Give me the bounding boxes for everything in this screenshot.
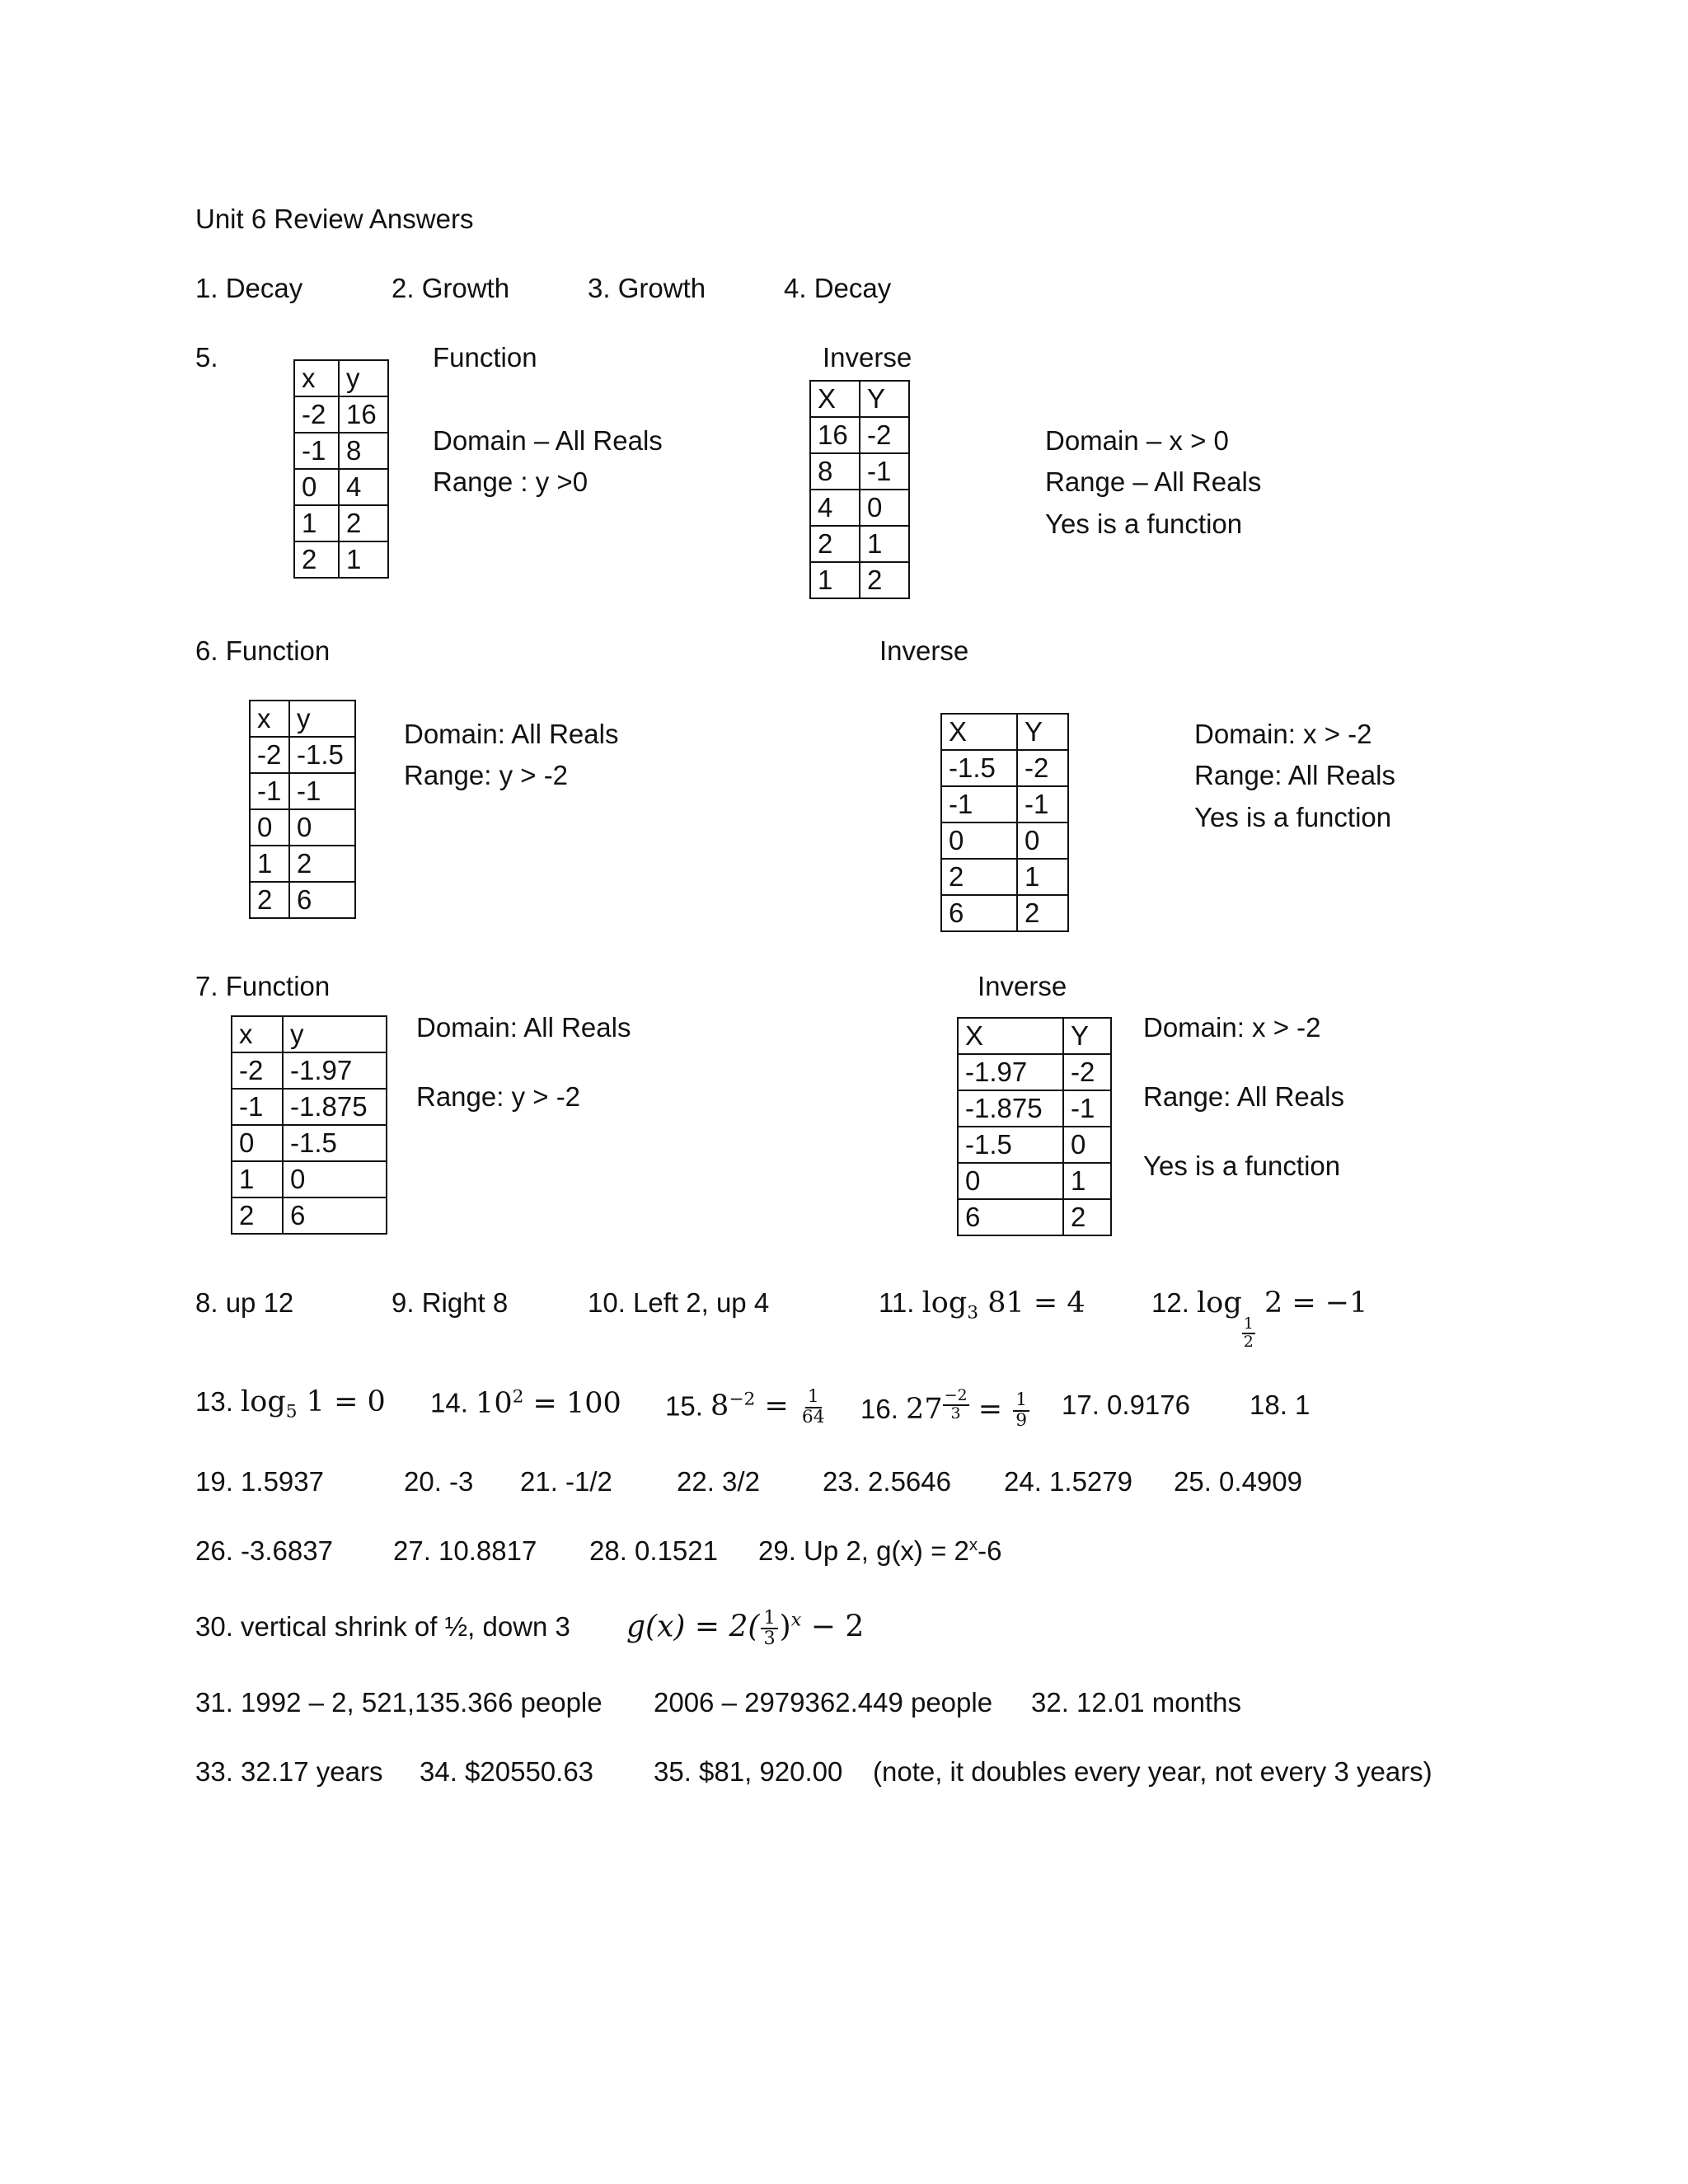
fraction-denominator: 2 xyxy=(1243,1332,1254,1351)
table-cell: x xyxy=(232,1016,283,1052)
table-cell: x xyxy=(250,701,289,737)
answer-10: 10. Left 2, up 4 xyxy=(588,1287,770,1318)
table-cell: 0 xyxy=(289,809,355,846)
q6-inverse-table xyxy=(940,713,1069,932)
table-row xyxy=(941,823,1068,859)
q5-inverse-range: Range – All Reals xyxy=(1045,466,1262,497)
answer-8: 8. up 12 xyxy=(195,1287,294,1318)
table-cell: -2 xyxy=(250,737,289,773)
table-cell: 1 xyxy=(294,505,339,541)
table-cell: x xyxy=(294,360,339,396)
answer-4: 4. Decay xyxy=(784,273,892,303)
answer-30-text: 30. vertical shrink of ½, down 3 xyxy=(195,1611,570,1642)
table-cell: 6 xyxy=(941,895,1017,931)
answer-31-part-a: 31. 1992 – 2, 521,135.366 people xyxy=(195,1687,603,1718)
answer-11-number: 11. xyxy=(879,1287,915,1318)
q5-function-domain: Domain – All Reals xyxy=(433,425,663,456)
table-row xyxy=(250,882,355,918)
q5-function-table xyxy=(293,359,389,579)
q7-inverse-range: Range: All Reals xyxy=(1143,1081,1344,1112)
q7-inverse-table xyxy=(957,1017,1112,1236)
answer-12 xyxy=(1151,1286,1368,1351)
table-cell: -1.875 xyxy=(283,1089,387,1125)
answer-12-number: 12. xyxy=(1151,1287,1189,1318)
table-cell: 6 xyxy=(958,1199,1063,1235)
table-row xyxy=(810,490,909,526)
answer-13-number: 13. xyxy=(195,1386,233,1417)
answer-18: 18. 1 xyxy=(1250,1390,1311,1420)
table-cell: y xyxy=(339,360,388,396)
log-base-fraction xyxy=(1242,1316,1255,1351)
answer-24: 24. 1.5279 xyxy=(1004,1466,1132,1497)
table-cell: y xyxy=(289,701,355,737)
table-row xyxy=(294,541,388,578)
fraction-numerator: 1 xyxy=(1243,1315,1254,1333)
question-7-label: 7. Function xyxy=(195,971,331,1001)
question-6-label: 6. Function xyxy=(195,635,331,666)
power-base: 8 xyxy=(710,1390,729,1423)
fraction-numerator: 1 xyxy=(1013,1391,1029,1412)
table-row xyxy=(810,562,909,598)
table-cell: X xyxy=(810,381,860,417)
formula-lhs: g(x) = 2( xyxy=(626,1610,760,1644)
answer-14-expression: = 100 xyxy=(532,1386,621,1420)
log-label: log xyxy=(1197,1286,1242,1319)
answer-35-note: (note, it doubles every year, not every 3 years) xyxy=(873,1756,1432,1787)
table-cell: 1 xyxy=(860,526,909,562)
table-cell: -1.97 xyxy=(283,1052,387,1089)
answer-30-formula xyxy=(626,1609,864,1649)
fraction-denominator: 9 xyxy=(1015,1409,1028,1431)
table-cell: -2 xyxy=(232,1052,283,1089)
table-row xyxy=(958,1090,1111,1127)
table-cell: 6 xyxy=(289,882,355,918)
table-row xyxy=(232,1125,387,1161)
table-cell: 2 xyxy=(250,882,289,918)
answer-3: 3. Growth xyxy=(588,273,706,303)
table-row xyxy=(250,737,355,773)
table-cell: 8 xyxy=(810,453,860,490)
q5-function-label: Function xyxy=(433,342,537,373)
answer-34: 34. $20550.63 xyxy=(420,1756,594,1787)
table-row xyxy=(232,1052,387,1089)
table-cell: -1.5 xyxy=(958,1127,1063,1163)
table-cell: -1 xyxy=(232,1089,283,1125)
table-cell: -1.875 xyxy=(958,1090,1063,1127)
q5-inverse-domain: Domain – x > 0 xyxy=(1045,425,1229,456)
table-row xyxy=(810,526,909,562)
q6-function-table xyxy=(249,700,356,919)
table-cell: y xyxy=(283,1016,387,1052)
answer-16-number: 16. xyxy=(860,1394,898,1424)
table-cell: 4 xyxy=(339,469,388,505)
power-base: 27 xyxy=(906,1393,943,1426)
q6-inverse-label: Inverse xyxy=(879,635,969,666)
answer-14 xyxy=(430,1388,621,1418)
table-cell: 1 xyxy=(232,1161,283,1197)
table-cell: 16 xyxy=(339,396,388,433)
table-cell: -1 xyxy=(860,453,909,490)
table-cell: 2 xyxy=(1063,1199,1111,1235)
answer-13-expression: 1 = 0 xyxy=(306,1385,386,1418)
table-header-row xyxy=(810,381,909,417)
table-row xyxy=(232,1089,387,1125)
answer-15 xyxy=(665,1388,829,1427)
table-cell: 16 xyxy=(810,417,860,453)
answer-22: 22. 3/2 xyxy=(677,1466,760,1497)
table-cell: -2 xyxy=(1017,750,1068,786)
table-cell: 0 xyxy=(232,1125,283,1161)
table-row xyxy=(810,453,909,490)
answer-27: 27. 10.8817 xyxy=(393,1535,537,1566)
fraction-numerator: −2 xyxy=(944,1386,968,1404)
table-row xyxy=(958,1127,1111,1163)
answer-26: 26. -3.6837 xyxy=(195,1535,333,1566)
q5-inverse-label: Inverse xyxy=(823,342,912,373)
table-cell: 2 xyxy=(860,562,909,598)
table-cell: 6 xyxy=(283,1197,387,1234)
log-label: log xyxy=(241,1385,286,1418)
exponent: x xyxy=(968,1535,978,1554)
table-cell: -2 xyxy=(294,396,339,433)
q7-inverse-function-note: Yes is a function xyxy=(1143,1151,1341,1181)
answer-13 xyxy=(195,1385,386,1422)
answer-35: 35. $81, 920.00 xyxy=(654,1756,843,1787)
answer-19: 19. 1.5937 xyxy=(195,1466,324,1497)
fraction-denominator: 3 xyxy=(950,1404,961,1422)
answer-1: 1. Decay xyxy=(195,273,303,303)
table-cell: Y xyxy=(860,381,909,417)
equals-sign: = xyxy=(978,1393,1003,1426)
q6-function-domain: Domain: All Reals xyxy=(404,719,619,749)
table-cell: Y xyxy=(1063,1018,1111,1054)
q7-inverse-domain: Domain: x > -2 xyxy=(1143,1012,1321,1043)
table-cell: 4 xyxy=(810,490,860,526)
table-cell: 8 xyxy=(339,433,388,469)
table-cell: -1 xyxy=(294,433,339,469)
q7-inverse-label: Inverse xyxy=(978,971,1067,1001)
table-row xyxy=(250,846,355,882)
formula-rest: − 2 xyxy=(801,1610,865,1644)
table-row xyxy=(294,469,388,505)
table-cell: 0 xyxy=(1063,1127,1111,1163)
fraction-denominator: 64 xyxy=(801,1406,825,1427)
power-exponent: −2 xyxy=(729,1389,756,1410)
table-header-row xyxy=(941,714,1068,750)
table-cell: -1.5 xyxy=(283,1125,387,1161)
q6-inverse-range: Range: All Reals xyxy=(1194,760,1395,790)
fraction xyxy=(799,1388,828,1427)
fraction xyxy=(1013,1391,1029,1431)
table-cell: 2 xyxy=(941,859,1017,895)
table-row xyxy=(294,396,388,433)
page-title: Unit 6 Review Answers xyxy=(195,204,474,234)
answer-25: 25. 0.4909 xyxy=(1174,1466,1302,1497)
answer-11-expression: 81 = 4 xyxy=(987,1286,1085,1319)
table-cell: 0 xyxy=(283,1161,387,1197)
table-cell: 1 xyxy=(810,562,860,598)
fraction-denominator: 3 xyxy=(763,1628,776,1650)
table-row xyxy=(941,859,1068,895)
table-row xyxy=(294,505,388,541)
equals-sign: = xyxy=(764,1390,789,1423)
answer-12-expression: 2 = −1 xyxy=(1264,1286,1368,1319)
answer-11 xyxy=(879,1286,1085,1324)
q6-function-range: Range: y > -2 xyxy=(404,760,569,790)
fractional-exponent xyxy=(943,1388,969,1422)
table-cell: X xyxy=(941,714,1017,750)
table-cell: 2 xyxy=(289,846,355,882)
table-row xyxy=(941,786,1068,823)
answer-21: 21. -1/2 xyxy=(520,1466,612,1497)
table-row xyxy=(810,417,909,453)
table-cell: 2 xyxy=(294,541,339,578)
power-base: 10 xyxy=(476,1386,513,1420)
table-cell: -1 xyxy=(289,773,355,809)
table-row xyxy=(294,433,388,469)
table-cell: -1 xyxy=(1063,1090,1111,1127)
answer-33: 33. 32.17 years xyxy=(195,1756,383,1787)
answer-20: 20. -3 xyxy=(404,1466,474,1497)
fraction xyxy=(761,1609,777,1649)
table-row xyxy=(232,1197,387,1234)
log-base: 5 xyxy=(285,1401,298,1422)
table-row xyxy=(958,1199,1111,1235)
table-row xyxy=(250,809,355,846)
question-5-number: 5. xyxy=(195,342,218,373)
table-cell: 0 xyxy=(941,823,1017,859)
q7-function-domain: Domain: All Reals xyxy=(416,1012,631,1043)
table-row xyxy=(941,895,1068,931)
q6-inverse-domain: Domain: x > -2 xyxy=(1194,719,1372,749)
table-cell: 2 xyxy=(810,526,860,562)
table-cell: 1 xyxy=(1017,859,1068,895)
table-cell: -1 xyxy=(1017,786,1068,823)
table-cell: 0 xyxy=(1017,823,1068,859)
table-row xyxy=(958,1163,1111,1199)
table-cell: 2 xyxy=(232,1197,283,1234)
answer-29-tail: -6 xyxy=(978,1535,1002,1566)
table-cell: 1 xyxy=(339,541,388,578)
table-header-row xyxy=(294,360,388,396)
table-cell: Y xyxy=(1017,714,1068,750)
answer-16 xyxy=(860,1388,1031,1430)
log-label: log xyxy=(921,1286,968,1319)
exponent: x xyxy=(790,1609,802,1631)
answer-17: 17. 0.9176 xyxy=(1062,1390,1190,1420)
table-cell: -1 xyxy=(250,773,289,809)
table-cell: -1 xyxy=(941,786,1017,823)
answer-29 xyxy=(758,1537,1001,1564)
fraction-numerator: 1 xyxy=(805,1388,822,1408)
table-cell: 0 xyxy=(294,469,339,505)
fraction-numerator: 1 xyxy=(761,1609,777,1629)
table-row xyxy=(250,773,355,809)
table-cell: -2 xyxy=(860,417,909,453)
table-cell: 1 xyxy=(250,846,289,882)
table-cell: -1.5 xyxy=(289,737,355,773)
table-cell: 0 xyxy=(958,1163,1063,1199)
table-row xyxy=(232,1161,387,1197)
table-cell: -1.5 xyxy=(941,750,1017,786)
answer-31-part-b: 2006 – 2979362.449 people xyxy=(654,1687,993,1718)
q7-function-range: Range: y > -2 xyxy=(416,1081,581,1112)
table-row xyxy=(958,1054,1111,1090)
table-cell: 2 xyxy=(1017,895,1068,931)
answer-32: 32. 12.01 months xyxy=(1031,1687,1242,1718)
power-exponent: 2 xyxy=(512,1386,524,1407)
q5-inverse-function-note: Yes is a function xyxy=(1045,509,1243,539)
table-cell: 1 xyxy=(1063,1163,1111,1199)
q7-function-table xyxy=(231,1015,387,1235)
answer-2: 2. Growth xyxy=(392,273,510,303)
table-cell: 0 xyxy=(250,809,289,846)
log-base: 3 xyxy=(967,1302,979,1324)
table-cell: 2 xyxy=(339,505,388,541)
table-cell: -1.97 xyxy=(958,1054,1063,1090)
answer-14-number: 14. xyxy=(430,1387,468,1418)
answer-15-number: 15. xyxy=(665,1390,703,1422)
q6-inverse-function-note: Yes is a function xyxy=(1194,802,1392,832)
table-cell: -2 xyxy=(1063,1054,1111,1090)
closing-paren: ) xyxy=(779,1610,791,1644)
table-cell: X xyxy=(958,1018,1063,1054)
answer-29-text: 29. Up 2, g(x) = 2 xyxy=(758,1535,969,1566)
table-header-row xyxy=(250,701,355,737)
table-header-row xyxy=(232,1016,387,1052)
answer-9: 9. Right 8 xyxy=(392,1287,509,1318)
table-row xyxy=(941,750,1068,786)
answer-28: 28. 0.1521 xyxy=(589,1535,718,1566)
q5-inverse-table xyxy=(809,380,910,599)
table-header-row xyxy=(958,1018,1111,1054)
q5-function-range: Range : y >0 xyxy=(433,466,588,497)
answer-23: 23. 2.5646 xyxy=(823,1466,951,1497)
table-cell: 0 xyxy=(860,490,909,526)
